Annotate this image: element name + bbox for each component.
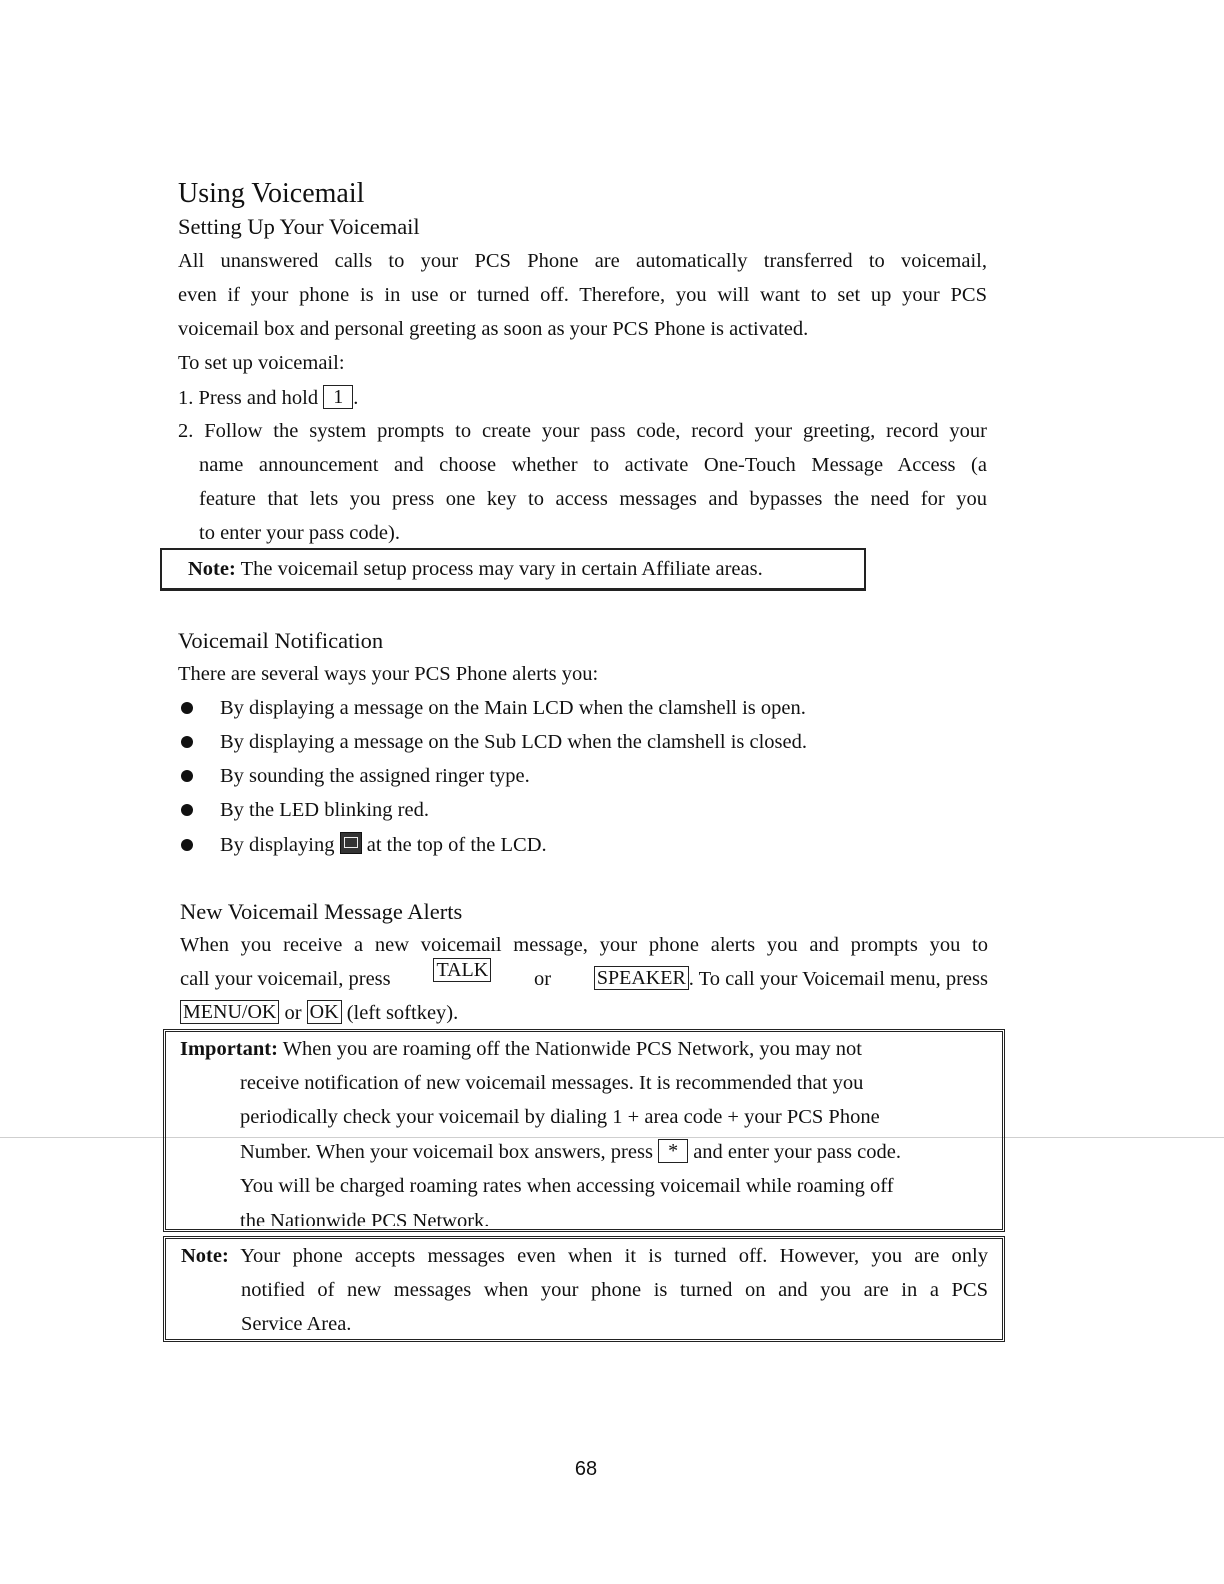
alerts-line-3 (180, 996, 458, 1030)
important-line-5: You will be charged roaming rates when accessing voicemail while roaming off (240, 1175, 894, 1197)
setup-step-2-line-3: feature that lets you press one key to access messages and bypasses the need for you (199, 488, 987, 510)
alerts-line-1: When you receive a new voicemail message, your phone alerts you and prompts you to (180, 934, 988, 956)
setup-step-1 (178, 381, 358, 415)
bullet-dot (181, 839, 193, 851)
alerts-line-2-b: . To call your Voicemail menu, press (688, 968, 988, 990)
talk-key-glyph: TALK (433, 958, 491, 982)
step-1-text: 1. Press and hold (178, 387, 319, 409)
alerts-line-3-or: or (284, 1002, 302, 1024)
alerts-line-3-b: (left softkey). (346, 1002, 459, 1024)
bullet-dot (181, 770, 193, 782)
note-2-first: Your phone accepts messages even when it is turned off. However, you are only (228, 1245, 988, 1267)
speaker-key-glyph: SPEAKER (594, 966, 689, 990)
important-label: Important: (180, 1038, 278, 1060)
setup-step-2-line-2: name announcement and choose whether to activate One-Touch Message Access (a (199, 454, 987, 476)
step-1-suffix: . (353, 387, 359, 409)
bullet-5-suffix: at the top of the LCD. (366, 834, 547, 856)
setup-step-2-line-1: 2. Follow the system prompts to create your pass code, record your greeting, record your (178, 420, 987, 442)
bullet-dot (181, 702, 193, 714)
setup-intro-line-3: voicemail box and personal greeting as soon as your PCS Phone is activated. (178, 318, 809, 340)
important-line-2: receive notification of new voicemail messages. It is recommended that you (240, 1072, 864, 1094)
note-2-box (163, 1236, 1005, 1342)
important-line-3: periodically check your voicemail by dialing 1 + area code + your PCS Phone (240, 1106, 880, 1128)
ok-key-glyph: OK (307, 1000, 342, 1024)
important-line-4-b: and enter your pass code. (693, 1141, 901, 1163)
setup-note-box (160, 548, 866, 591)
key-1-button-glyph: 1 (323, 385, 353, 409)
page-number: 68 (574, 1458, 598, 1480)
alerts-heading: New Voicemail Message Alerts (180, 899, 463, 924)
important-line-4 (240, 1135, 901, 1169)
note-2-line-1 (181, 1239, 988, 1273)
setup-step-2-line-4: to enter your pass code). (199, 522, 400, 544)
setup-heading: Setting Up Your Voicemail (178, 214, 420, 239)
setup-intro-line-1: All unanswered calls to your PCS Phone are automatically transferred to voicemail, (178, 250, 987, 272)
setup-intro-line-2: even if your phone is in use or turned off. Therefore, you will want to set up your PCS (178, 284, 987, 306)
alerts-line-2-a: call your voicemail, press (180, 968, 391, 990)
notification-bullet-1: By displaying a message on the Main LCD when the clamshell is open. (220, 697, 806, 719)
important-line-6: the Nationwide PCS Network. (240, 1210, 490, 1226)
setup-lead: To set up voicemail: (178, 352, 345, 374)
note-2-line-2: notified of new messages when your phone is turned on and you are in a PCS (241, 1279, 988, 1301)
setup-note (188, 552, 763, 586)
notification-bullet-4: By the LED blinking red. (220, 799, 429, 821)
notification-intro: There are several ways your PCS Phone alerts you: (178, 663, 599, 685)
important-line-4-a: Number. When your voicemail box answers, press (240, 1141, 653, 1163)
note-2-line-3: Service Area. (241, 1313, 352, 1335)
note-label: Note: (188, 558, 236, 580)
notification-bullet-2: By displaying a message on the Sub LCD when the clamshell is closed. (220, 731, 808, 753)
notification-bullet-3: By sounding the assigned ringer type. (220, 765, 530, 787)
alerts-line-2-or: or (533, 968, 552, 990)
note-text: The voicemail setup process may vary in certain Affiliate areas. (235, 558, 763, 580)
note-2-label: Note: (181, 1245, 229, 1267)
menu-ok-key-glyph: MENU/OK (180, 1000, 279, 1024)
alerts-line-2 (180, 959, 988, 996)
bullet-5-prefix: By displaying (220, 834, 335, 856)
voicemail-envelope-icon (340, 832, 362, 854)
important-line-1 (180, 1032, 862, 1066)
important-box (163, 1029, 1005, 1232)
alerts-line-2-tail (594, 962, 988, 996)
page-title: Using Voicemail (178, 178, 365, 209)
notification-bullet-5 (220, 828, 547, 862)
bullet-dot (181, 736, 193, 748)
bullet-dot (181, 804, 193, 816)
star-key-glyph: * (658, 1139, 688, 1163)
notification-heading: Voicemail Notification (178, 628, 384, 653)
important-first: When you are roaming off the Nationwide PCS Network, you may not (277, 1038, 862, 1060)
